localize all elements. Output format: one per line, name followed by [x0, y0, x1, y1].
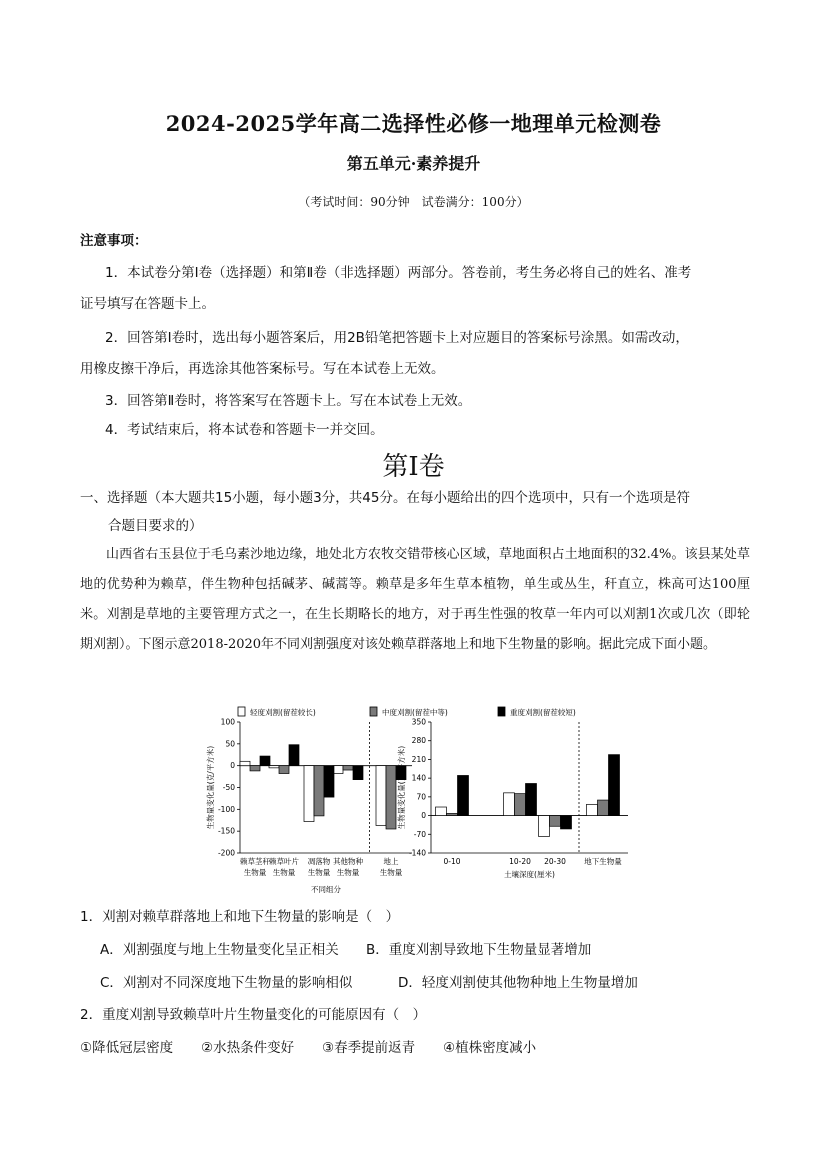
option-a: A．刈割强度与地上生物量变化呈正相关	[100, 942, 339, 958]
exam-info: （考试时间：90分钟 试卷满分：100分）	[298, 195, 529, 209]
bar	[609, 755, 620, 816]
bar	[447, 813, 458, 815]
bar	[279, 766, 289, 774]
legend-label: 轻度刈割(留茬较长)	[250, 708, 316, 717]
x-tick-label: 生物量	[336, 868, 360, 877]
x-tick-label: 凋落物	[307, 857, 331, 866]
bar	[304, 766, 314, 822]
bar	[240, 761, 250, 765]
y-tick-label: -70	[413, 829, 426, 839]
y-tick-label: 140	[411, 773, 426, 783]
legend-label: 重度刈割(留茬较短)	[510, 708, 576, 717]
question-stem: 1．刈割对赖草群落地上和地下生物量的影响是（ ）	[80, 909, 400, 925]
x-tick-label: 赖草茎秆	[240, 857, 270, 866]
bar	[333, 766, 343, 774]
x-tick-label: 生物量	[272, 868, 296, 877]
reading-passage: 山西省右玉县位于毛乌素沙地边缘，地处北方农牧交错带核心区域，草地面积占土地面积的32.4%。该县某处草地的优势种为赖草，伴生物种包括碱茅、碱蒿等。赖草是多年生草本植物，单生或丛生，秆直立，株高可达100厘米。刈割是草地的主要管理方式之一，在生长期略长的地方，对于再生性强的牧草一年内可以刈割1次或几次（即轮期刈割）。下图示意2018-2020年不同刈割强度对该处赖草群落地上和地下生物量的影响。据此完成下面小题。	[80, 547, 750, 652]
notice-line: 1．本试卷分第Ⅰ卷（选择题）和第Ⅱ卷（非选择题）两部分。答卷前，考生务必将自己的姓名、准考	[105, 265, 692, 281]
notice-heading: 注意事项：	[80, 233, 148, 249]
option-c: C．刈割对不同深度地下生物量的影响相似	[100, 975, 353, 991]
biomass-chart	[198, 703, 638, 899]
bar	[260, 756, 270, 766]
bar	[436, 807, 447, 816]
notice-line: 用橡皮擦干净后，再选涂其他答案标号。写在本试卷上无效。	[80, 361, 445, 377]
bar	[539, 816, 550, 837]
notice-line: 2．回答第Ⅰ卷时，选出每小题答案后，用2B铅笔把答题卡上对应题目的答案标号涂黑。如需改动，	[105, 330, 689, 346]
option-4: ④植株密度减小	[443, 1040, 537, 1056]
legend-label: 中度刈割(留茬中等)	[382, 708, 448, 717]
x-tick-label: 生物量	[379, 868, 403, 877]
question-stem: 2．重度刈割导致赖草叶片生物量变化的可能原因有（ ）	[80, 1007, 427, 1023]
y-tick-label: 0	[421, 811, 426, 821]
y-tick-label: -100	[217, 804, 235, 814]
figure-biomass	[198, 703, 638, 904]
legend-swatch	[370, 707, 377, 716]
section-instruction: 一、选择题（本大题共15小题，每小题3分，共45分。在每小题给出的四个选项中，只有一个选项是符	[80, 490, 690, 506]
x-tick-label: 赖草叶片	[269, 857, 299, 866]
y-tick-label: -50	[222, 783, 235, 792]
bar	[504, 793, 515, 816]
bar	[526, 783, 537, 815]
notice-line: 4．考试结束后，将本试卷和答题卡一并交回。	[105, 422, 384, 438]
bar	[386, 766, 396, 829]
x-tick-label: 10-20	[509, 857, 531, 866]
bar	[458, 775, 469, 815]
section-instruction: 合题目要求的）	[108, 518, 203, 534]
bar	[353, 766, 363, 780]
y-tick-label: -200	[217, 848, 235, 858]
option-1: ①降低冠层密度	[80, 1040, 174, 1056]
y-tick-label: 100	[220, 717, 235, 727]
y-axis-title: 生物量变化量(克/平方米)	[206, 745, 215, 830]
legend-swatch	[238, 707, 245, 716]
bar	[587, 804, 598, 815]
y-tick-label: 350	[411, 717, 426, 727]
y-tick-label: -140	[408, 848, 426, 858]
x-axis-title: 土壤深度(厘米)	[504, 870, 555, 879]
option-2: ②水热条件变好	[201, 1040, 295, 1056]
y-tick-label: 0	[230, 761, 235, 771]
y-axis-title: 生物量变化量(克/平方米)	[397, 745, 406, 830]
x-tick-label: 生物量	[307, 868, 331, 877]
option-b: B．重度刈割导致地下生物量显著增加	[366, 942, 592, 958]
y-tick-label: -150	[217, 826, 235, 836]
bar	[324, 766, 334, 797]
exam-subtitle: 第五单元·素养提升	[346, 154, 481, 173]
bar	[314, 766, 324, 816]
y-tick-label: 210	[411, 754, 426, 764]
bar	[561, 816, 572, 829]
bar	[376, 766, 386, 826]
x-tick-label: 其他物种	[333, 857, 363, 866]
bar	[250, 766, 260, 771]
x-tick-label: 地上	[383, 857, 399, 866]
section-title: 第Ⅰ卷	[382, 452, 445, 482]
y-tick-label: 50	[225, 739, 235, 749]
bar	[343, 766, 353, 770]
x-tick-label: 20-30	[544, 857, 566, 866]
bar	[550, 816, 561, 827]
x-axis-title: 不同组分	[311, 885, 341, 894]
y-tick-label: 70	[416, 792, 426, 802]
x-tick-label: 生物量	[243, 868, 267, 877]
exam-title: 2024-2025学年高二选择性必修一地理单元检测卷	[165, 111, 662, 136]
x-tick-label: 地下生物量	[584, 857, 622, 866]
x-tick-label: 0-10	[443, 857, 461, 866]
y-tick-label: 280	[411, 736, 426, 746]
bar	[269, 766, 279, 768]
notice-line: 3．回答第Ⅱ卷时，将答案写在答题卡上。写在本试卷上无效。	[105, 393, 472, 409]
legend-swatch	[498, 707, 505, 716]
bar	[289, 745, 299, 766]
option-3: ③春季提前返青	[322, 1040, 416, 1056]
bar	[598, 800, 609, 816]
option-d: D．轻度刈割使其他物种地上生物量增加	[398, 975, 638, 991]
notice-line: 证号填写在答题卡上。	[80, 296, 215, 312]
bar	[515, 794, 526, 816]
